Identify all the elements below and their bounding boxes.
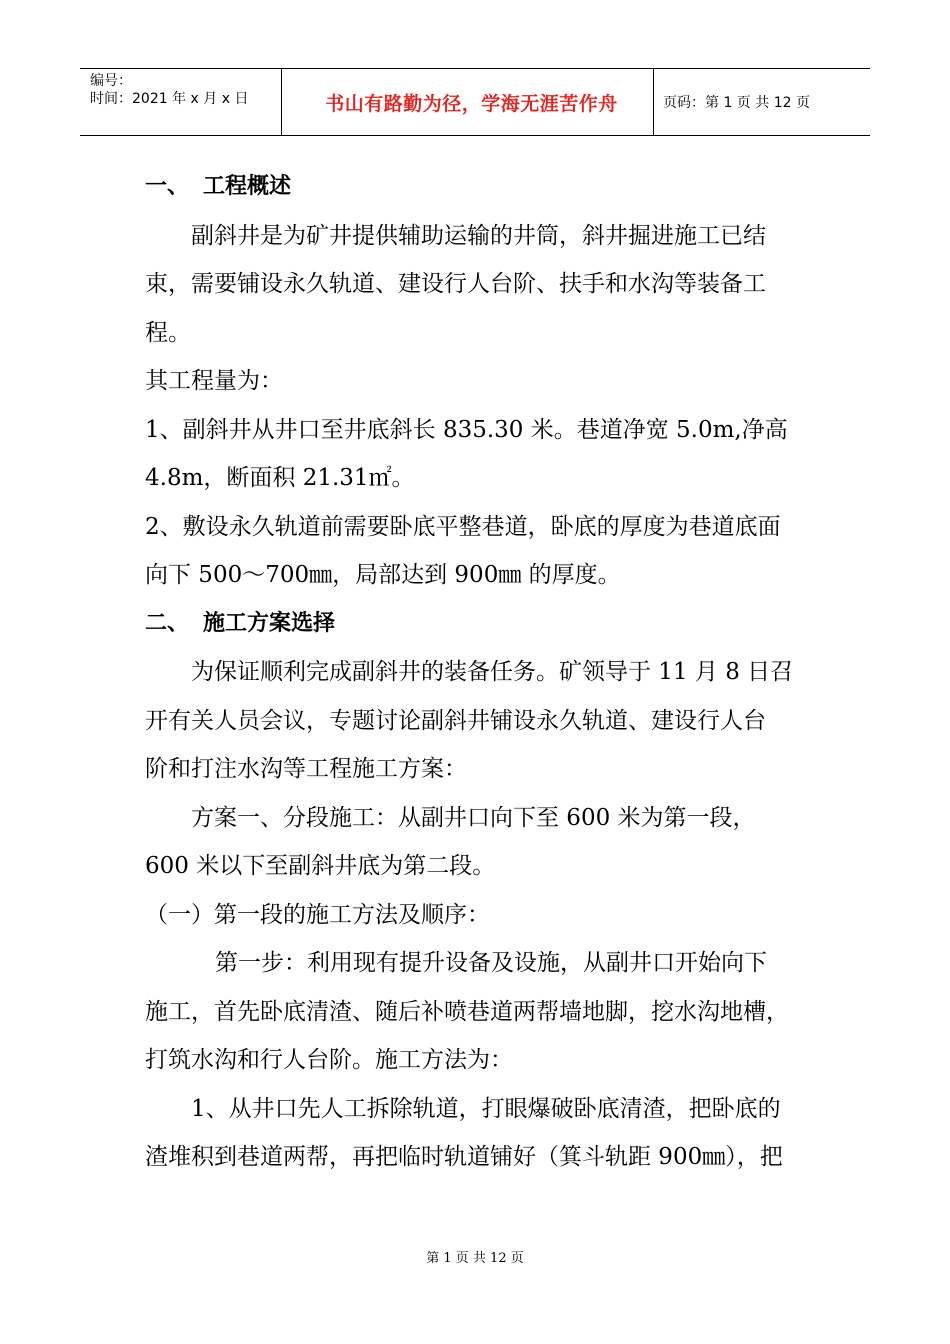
text-span: 打筑水沟和行人台阶。施工方法为： [145,1047,513,1073]
paragraph-line [145,454,815,503]
text-span: 为保证顺利完成副斜井的装备任务。矿领导于 11 月 8 日召 [191,659,794,685]
paragraph-line [145,1133,815,1182]
text-span: 4.8m，断面积 21.31㎡。 [145,465,415,491]
text-span: 施工，首先卧底清渣、随后补喷巷道两帮墙地脚，挖水沟地槽， [145,998,789,1025]
document-body [145,163,815,1182]
section-number: 二、 [145,610,190,636]
paragraph-line [145,406,815,455]
paragraph-line [145,357,815,406]
paragraph-line [145,891,815,940]
text-span: 1、从井口先人工拆除轨道，打眼爆破卧底清渣，把卧底的 [191,1095,781,1122]
paragraph-line [145,745,815,794]
paragraph-line [145,648,815,697]
paragraph-line [145,1036,815,1085]
paragraph-line [145,794,815,843]
section-title: 施工方案选择 [203,610,336,636]
text-span: （一）第一段的施工方法及顺序： [145,901,490,928]
section-number: 一、 [145,174,190,199]
paragraph-line [145,842,815,891]
text-span: 副斜井是为矿井提供辅助运输的井筒，斜井掘进施工已结 [191,222,766,249]
text-span: 束，需要铺设永久轨道、建设行人台阶、扶手和水沟等装备工 [145,271,766,297]
header-meta-cell [80,69,282,135]
page-footer [0,1247,950,1266]
header-motto-cell [282,69,654,135]
text-span: 600 米以下至副斜井底为第二段。 [145,853,496,879]
text-span: 方案一、分段施工：从副井口向下至 600 米为第一段， [191,804,756,831]
section-heading-overview [145,163,815,212]
header-page-cell [654,69,870,135]
section-heading-plan [145,600,815,649]
motto-text: 书山有路勤为径，学海无涯苦作舟 [325,92,618,115]
document-number-label: 编号： [90,73,132,89]
paragraph-line [145,260,815,309]
paragraph-line [145,551,815,600]
document-date-label: 时间：2021 年 x 月 x 日 [90,91,249,107]
text-span: 程。 [145,319,191,346]
text-span: 渣堆积到巷道两帮，再把临时轨道铺好（箕斗轨距 900㎜），把 [145,1144,783,1170]
text-span: 第一步：利用现有提升设备及设施，从副井口开始向下 [215,950,767,976]
text-span: 1、副斜井从井口至井底斜长 835.30 米。巷道净宽 5.0m,净高 [145,416,788,443]
paragraph-line [145,503,815,552]
paragraph-line [145,697,815,746]
paragraph-line [145,309,815,358]
text-span: 其工程量为： [145,368,283,394]
paragraph-line [145,939,815,988]
page-number-label: 页码：第 1 页 共 12 页 [663,95,810,111]
text-span: 向下 500～700㎜，局部达到 900㎜ 的厚度。 [145,562,621,588]
text-span: 2、敷设永久轨道前需要卧底平整巷道，卧底的厚度为巷道底面 [145,513,781,540]
text-span: 阶和打注水沟等工程施工方案： [145,756,467,782]
paragraph-line [145,1085,815,1134]
section-title: 工程概述 [203,174,292,199]
text-span: 开有关人员会议，专题讨论副斜井铺设永久轨道、建设行人台 [145,707,766,734]
footer-page-number: 第 1 页 共 12 页 [426,1251,524,1266]
paragraph-line [145,988,815,1037]
paragraph-line [145,212,815,261]
document-header [80,68,870,136]
